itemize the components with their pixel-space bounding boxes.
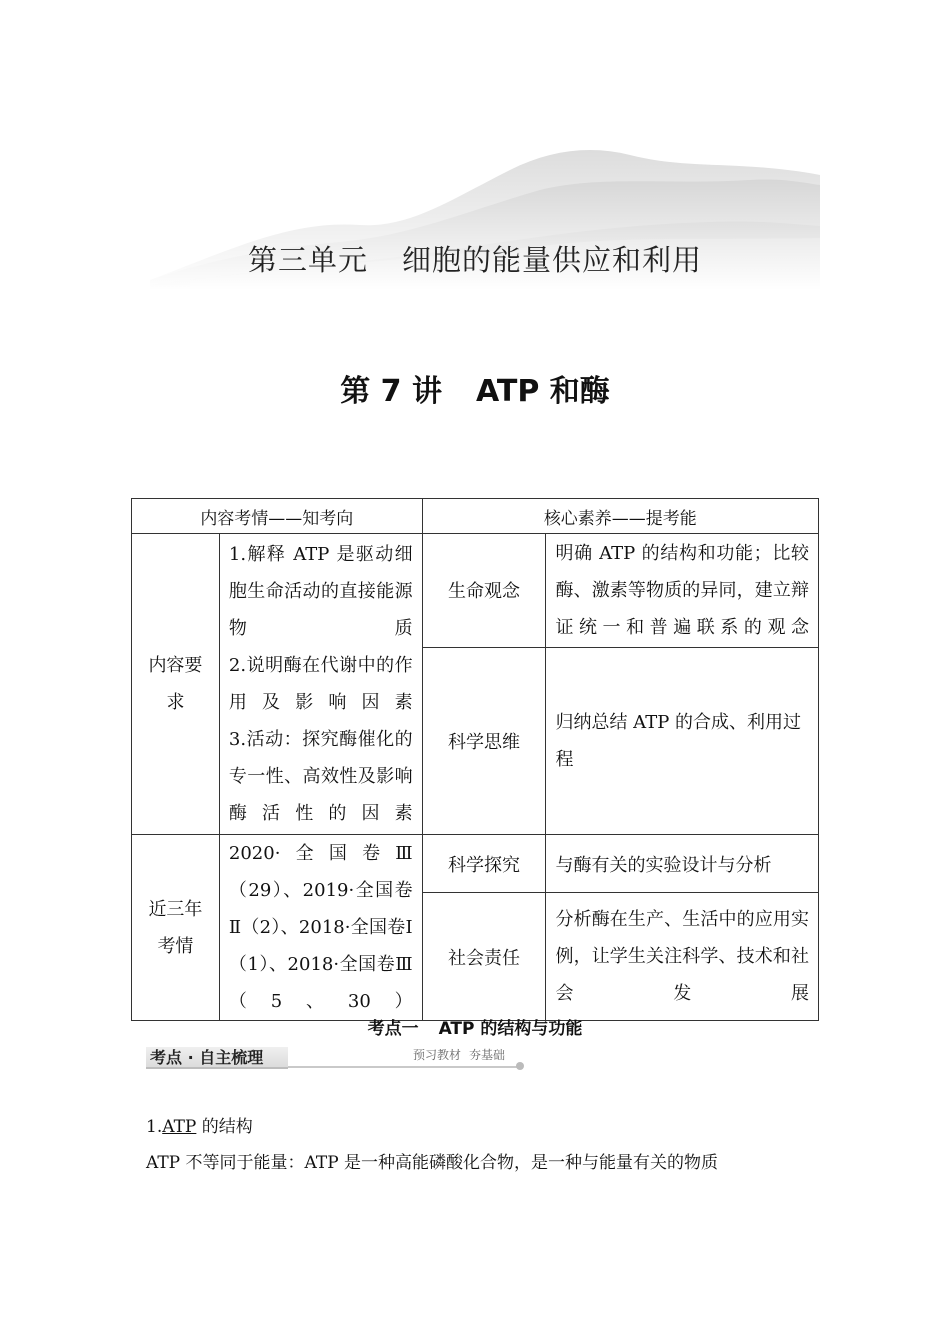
study-tip-a: 预习教材 — [413, 1048, 462, 1062]
content-requirement-list — [219, 534, 422, 835]
study-tip — [413, 1047, 505, 1063]
subheading-number: 1. — [146, 1117, 163, 1137]
recent-exam-text: 2020·全国卷Ⅲ（29）、2019·全国卷Ⅱ（2）、2018·全国卷Ⅰ（1）、2018·全国卷Ⅲ（5、30） — [219, 835, 422, 1021]
literacy-name: 科学探究 — [422, 835, 546, 893]
unit-name: 细胞的能量供应和利用 — [402, 243, 703, 277]
section-label: 考点一 — [367, 1019, 419, 1039]
table-row — [132, 835, 819, 893]
literacy-name: 社会责任 — [422, 893, 546, 1021]
section-name: ATP 的结构与功能 — [438, 1019, 583, 1039]
requirement-item: 3.活动：探究酶催化的专一性、高效性及影响酶活性的因素 — [228, 729, 413, 824]
study-tip-b: 夯基础 — [469, 1048, 506, 1062]
literacy-desc: 明确 ATP 的结构和功能；比较酶、激素等物质的异同，建立辩证统一和普遍联系的观念 — [546, 534, 819, 648]
subheading-atp: ATP — [162, 1117, 197, 1137]
requirement-item: 2.说明酶在代谢中的作用及影响因素 — [228, 655, 413, 713]
self-study-tag: 考点 · 自主梳理 — [146, 1047, 288, 1069]
literacy-name: 生命观念 — [422, 534, 546, 648]
divider — [288, 1066, 518, 1068]
unit-title — [0, 238, 950, 279]
literacy-name: 科学思维 — [422, 647, 546, 835]
table-row — [132, 534, 819, 648]
body-paragraph: ATP 不等同于能量：ATP 是一种高能磷酸化合物，是一种与能量有关的物质 — [146, 1153, 719, 1173]
content-requirement-label: 内容要求 — [132, 534, 220, 835]
table-header-row — [132, 499, 819, 534]
header-content-exam: 内容考情——知考向 — [132, 499, 423, 534]
subheading — [146, 1112, 253, 1137]
lecture-title — [0, 366, 950, 410]
study-tag-bar — [146, 1047, 524, 1069]
literacy-desc: 归纳总结 ATP 的合成、利用过程 — [546, 647, 819, 835]
dot-ornament-icon — [516, 1062, 524, 1070]
section-title — [0, 1014, 950, 1039]
header-core-literacy: 核心素养——提考能 — [422, 499, 818, 534]
literacy-desc: 分析酶在生产、生活中的应用实例，让学生关注科学、技术和社会发展 — [546, 893, 819, 1021]
overview-table — [131, 498, 819, 1021]
lecture-number: 第 7 讲 — [340, 374, 442, 409]
lecture-name: ATP 和酶 — [475, 374, 610, 409]
requirement-item: 1.解释 ATP 是驱动细胞生命活动的直接能源物质 — [228, 544, 413, 639]
unit-number: 第三单元 — [247, 243, 368, 277]
recent-exam-label: 近三年考情 — [132, 835, 220, 1021]
literacy-desc: 与酶有关的实验设计与分析 — [546, 835, 819, 893]
subheading-text: 的结构 — [196, 1117, 253, 1137]
